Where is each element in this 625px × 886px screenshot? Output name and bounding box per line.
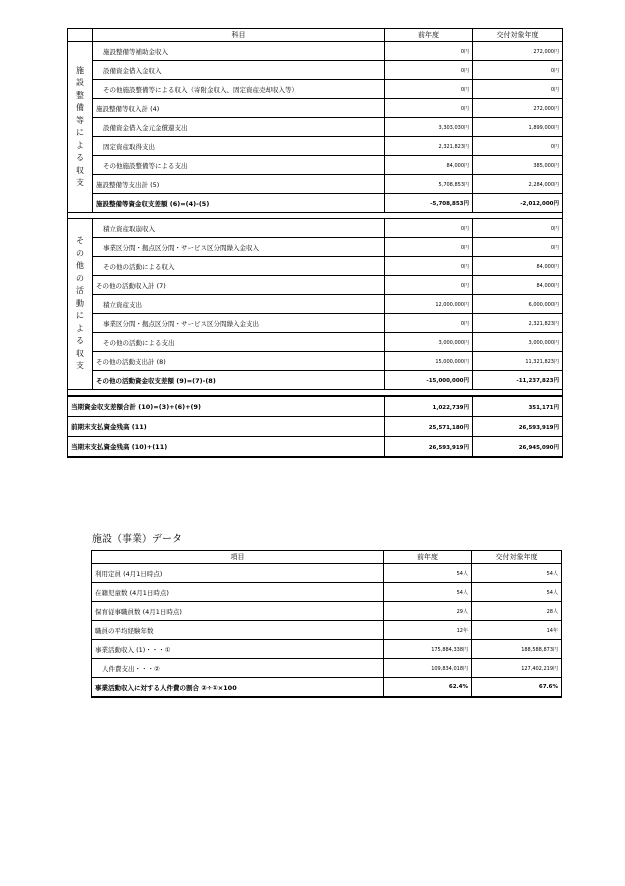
table-row: 職員の平均経験年数 12年 14年: [92, 621, 562, 640]
table-row: 在籍児童数 (4月1日時点) 54人 54人: [92, 583, 562, 602]
table-row: その他の活動による支出 3,000,000円 3,000,000円: [68, 333, 563, 352]
table-row: 人件費支出・・・② 109,834,018円 127,402,219円: [92, 659, 562, 678]
subtotal-row: その他の活動資金収支差額 (9)=(7)-(8) -15,000,000円 -11,237,823円: [68, 371, 563, 390]
col-prev: 前年度: [385, 29, 473, 42]
section-label-other: その他の活動による収支: [68, 219, 93, 390]
table-row: その他の活動による収支 積立資産取崩収入 0円 0円: [68, 219, 563, 238]
total-row: 当期資金収支差額合計 (10)=(3)+(6)+(9) 1,022,739円 351,171円: [68, 396, 563, 417]
table-row: 積立資産支出 12,000,000円 6,000,000円: [68, 295, 563, 314]
table-row: 施設整備等による収支 施設整備等補助金収入 0円 272,000円: [68, 42, 563, 61]
table-header: [68, 29, 563, 42]
total-row: 前期末支払資金残高 (11) 25,571,180円 26,593,919円: [68, 417, 563, 437]
cashflow-table: [67, 28, 563, 458]
table-row: 保育従事職員数 (4月1日時点) 29人 28人: [92, 602, 562, 621]
table-row: 事業活動収入 (1)・・・① 175,884,338円 188,588,873円: [92, 640, 562, 659]
col-prev: 前年度: [384, 551, 472, 564]
table-row: 固定資産取得支出 2,321,823円 0円: [68, 137, 563, 156]
table-row: 利用定員 (4月1日時点) 54人 54人: [92, 564, 562, 583]
table-row: その他の活動支出計 (8) 15,000,000円 11,321,823円: [68, 352, 563, 371]
col-item: 項目: [92, 551, 384, 564]
subtotal-row: 施設整備等資金収支差額 (6)=(4)-(5) -5,708,853円 -2,012,000円: [68, 194, 563, 213]
col-subject: 科目: [93, 29, 385, 42]
table-header: [92, 551, 562, 564]
table-row: その他の活動による収入 0円 84,000円: [68, 257, 563, 276]
facility-data-table: [91, 550, 562, 698]
col-target: 交付対象年度: [472, 551, 562, 564]
table-row: 施設整備等収入計 (4) 0円 272,000円: [68, 99, 563, 118]
col-target: 交付対象年度: [473, 29, 563, 42]
table-row: その他施設整備等による収入（寄附金収入、固定資産売却収入等） 0円 0円: [68, 80, 563, 99]
table-row: 設備資金借入金収入 0円 0円: [68, 61, 563, 80]
table-row: 施設整備等支出計 (5) 5,708,853円 2,284,000円: [68, 175, 563, 194]
table-row: 設備資金借入金元金償還支出 3,303,030円 1,899,000円: [68, 118, 563, 137]
section-label-facility: 施設整備等による収支: [68, 42, 93, 213]
total-row: 当期末支払資金残高 (10)+(11) 26,593,919円 26,945,090円: [68, 437, 563, 458]
table-row: その他の活動収入計 (7) 0円 84,000円: [68, 276, 563, 295]
table-row: 事業区分間・拠点区分間・サービス区分間繰入金支出 0円 2,321,823円: [68, 314, 563, 333]
ratio-row: 事業活動収入に対する人件費の割合 ②÷①×100 62.4% 67.6%: [92, 678, 562, 698]
facility-data-caption: 施設（事業）データ: [92, 534, 182, 545]
table-row: その他施設整備等による支出 84,000円 385,000円: [68, 156, 563, 175]
table-row: 事業区分間・拠点区分間・サービス区分間繰入金収入 0円 0円: [68, 238, 563, 257]
